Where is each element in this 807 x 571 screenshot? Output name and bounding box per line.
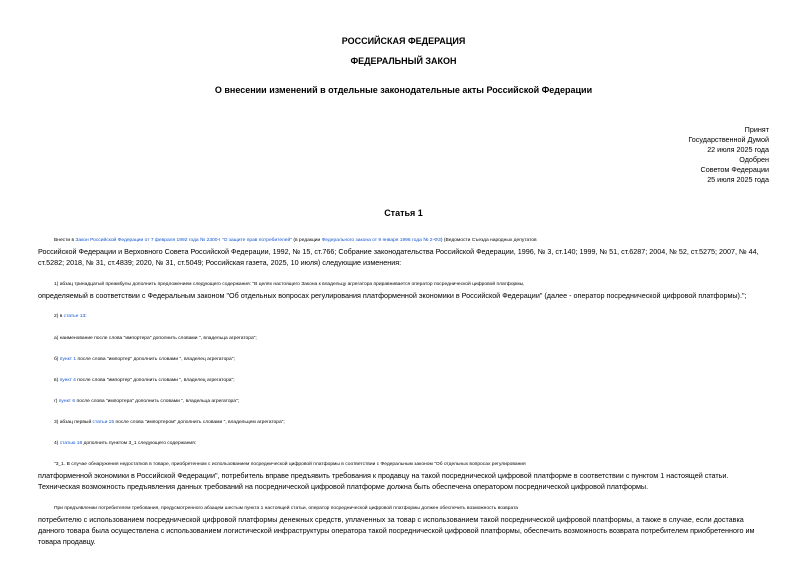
paragraph-line: в) пункт 4 после слова "импортер" дополнить словами ", владелец агрегатора"; [54, 378, 235, 383]
paragraph-line: 1) абзац тринадцатый преамбулы дополнить предложением следующего содержания: "В целях настоящего Закона к владельцу агрегатора приравнивается оператор посреднической цифровой платформы, [54, 282, 525, 287]
amendment-law-link[interactable]: Федерального закона от 9 января 1996 года № 2-ФЗ [321, 238, 441, 243]
adoption-line: 22 июля 2025 года [707, 144, 769, 154]
paragraph-line: б) пункт 1 после слова "импортер" дополнить словами ", владелец агрегатора"; [54, 357, 235, 362]
paragraph-line: ст.5282; 2018, № 31, ст.4839; 2020, № 31, ст.5049; Российская газета, 2025, 10 июля) следующие изменения: [38, 258, 402, 267]
law-link[interactable]: Закон Российской Федерации от 7 февраля 1992 года № 2300-I "О защите прав потребителей" [75, 238, 292, 243]
point-6-link[interactable]: пункт 6 [58, 399, 76, 404]
adoption-block [688, 125, 769, 184]
country-heading: РОССИЙСКАЯ ФЕДЕРАЦИЯ [341, 36, 466, 46]
paragraph-line: 4) статью 18 дополнить пунктом 3_1 следующего содержания: [54, 441, 197, 446]
paragraph-line: товара продавцу. [38, 537, 96, 546]
paragraph-line: определяемый в соответствии с Федеральным законом "Об отдельных вопросах регулирования платформенной экономики в Российской Федерации" (далее - оператор посреднической цифровой платформы)."; [38, 291, 747, 300]
point-4-link[interactable]: пункт 4 [59, 378, 76, 383]
adoption-line: Государственной Думой [688, 134, 769, 144]
adoption-line: 25 июля 2025 года [707, 174, 769, 184]
law-title: О внесении изменений в отдельные законодательные акты Российской Федерации [214, 85, 593, 95]
article-18-link[interactable]: статью 18 [59, 441, 83, 446]
paragraph-line: Внести в Закон Российской Федерации от 7 февраля 1992 года № 2300-I "О защите прав потребителей" (в редакции Федерального закона от 9 января 1996 года № 2-ФЗ) (Ведомости Съезда народных депутатов [54, 238, 537, 243]
paragraph-line: платформенной экономики в Российской Федерации", потребитель вправе предъявить требования к продавцу на такой посреднической цифровой платформе в соответствии с пунктом 1 настоящей статьи. [38, 471, 729, 480]
paragraph-line: г) пункт 6 после слова "импортера" дополнить словами ", владельца агрегатора"; [54, 399, 240, 404]
paragraph-line: данного товара была осуществлена с использованием логистической инфраструктуры оператора такой посреднической цифровой платформы, обеспечить возможность возврата потребителем приобретенного им [38, 526, 755, 535]
adoption-line: Одобрен [739, 154, 769, 164]
paragraph-line: потребителю с использованием посреднической цифровой платформы денежных средств, уплаченных за товар с использованием такой посреднической цифровой платформы, а также в случае, если доставка [38, 515, 744, 524]
paragraph-line: а) наименование после слова "импортера" дополнить словами ", владельца агрегатора"; [54, 336, 257, 341]
article-heading: Статья 1 [384, 208, 423, 218]
paragraph-line: При предъявлении потребителем требования, предусмотренного абзацем шестым пункта 1 настоящей статьи, оператор посреднической цифровой платформы должен обеспечить возможность возврата [54, 506, 518, 511]
doc-type-heading: ФЕДЕРАЛЬНЫЙ ЗАКОН [350, 56, 457, 66]
article-13-link[interactable]: статье 13 [63, 314, 86, 319]
paragraph-line: 3) абзац первый статьи 15 после слова "импортером" дополнить словами ", владельцем агрегатора"; [54, 420, 285, 425]
adoption-line: Советом Федерации [700, 164, 769, 174]
paragraph-line: 2) в статье 13: [54, 314, 87, 319]
paragraph-line: "3_1. В случае обнаружения недостатков в товаре, приобретенном с использованием посреднической цифровой платформы в соответствии с Федеральным законом "Об отдельных вопросах регулирования [54, 462, 526, 467]
article-15-link[interactable]: статьи 15 [92, 420, 115, 425]
point-1-link[interactable]: пункт 1 [59, 357, 77, 362]
paragraph-line: Техническая возможность предъявления данных требований на посреднической цифровой платформе должна быть обеспечена оператором посреднической цифровой платформы. [38, 482, 649, 491]
paragraph-line: Российской Федерации и Верховного Совета Российской Федерации, 1992, № 15, ст.766; Собрание законодательства Российской Федерации, 1996, № 3, ст.140; 1999, № 51, ст.6287; 2004, № 52, ст.5275; 2007, № 44, [38, 247, 759, 256]
adoption-line: Принят [744, 125, 769, 134]
